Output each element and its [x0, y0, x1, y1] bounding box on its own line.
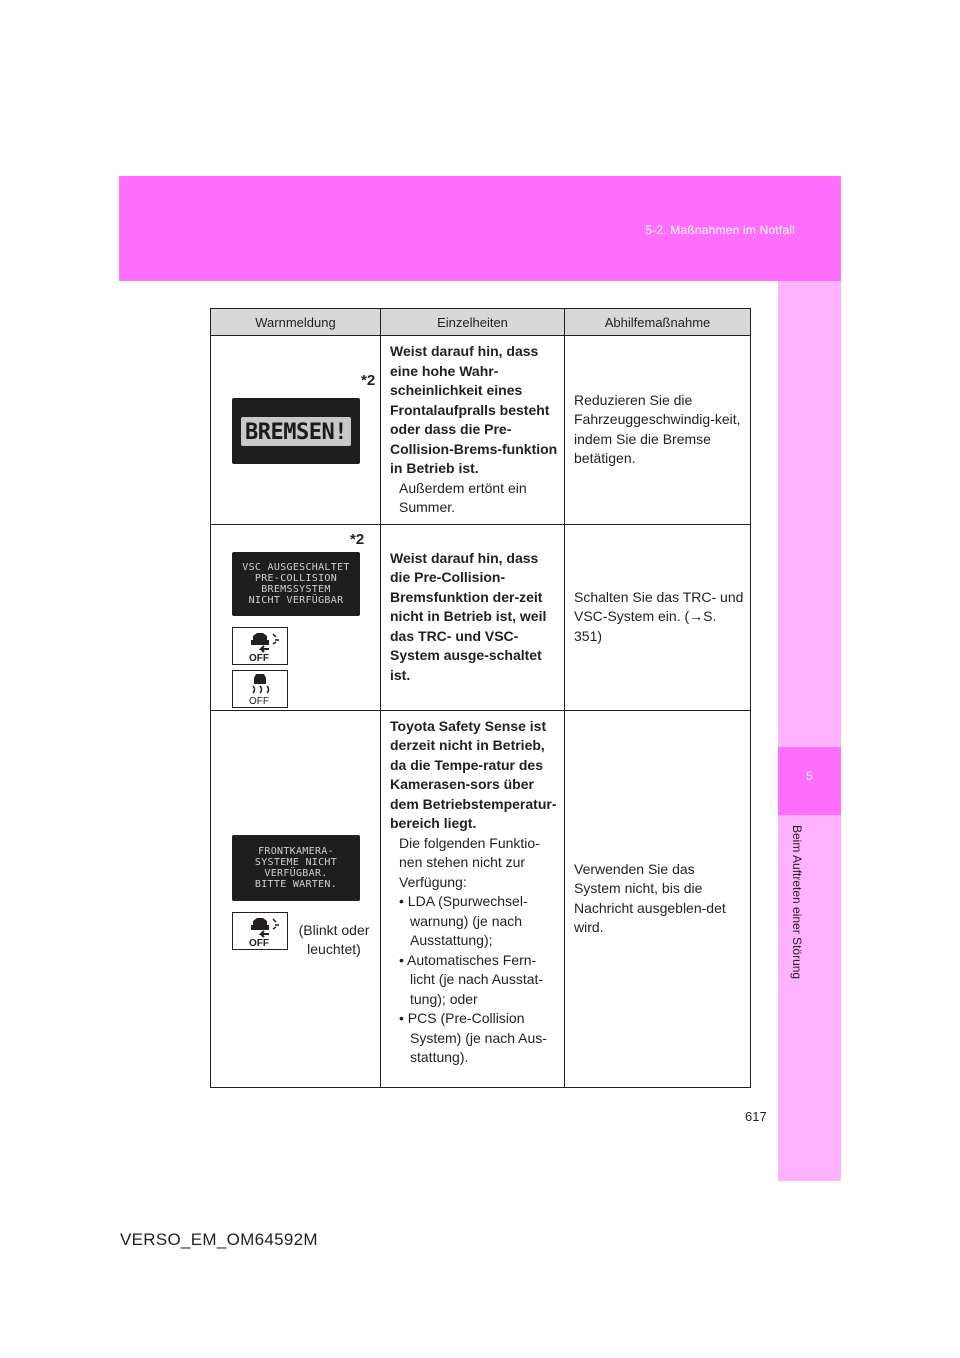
- details-bold-text: Toyota Safety Sense ist derzeit nicht in Betrieb, da die Tempe-ratur des Kamerasen-sors über dem Betriebstemperatur-bereich liegt.: [390, 717, 557, 831]
- side-tab-strip: [778, 281, 841, 1181]
- display-frontkamera-text: FRONTKAMERA- SYSTEME NICHT VERFÜGBAR. BITTE WARTEN.: [254, 845, 338, 890]
- warning-table: [210, 308, 751, 1088]
- table-row: [211, 710, 751, 1087]
- action-cell: [565, 336, 751, 525]
- header-einzelheiten: Einzelheiten: [381, 309, 565, 336]
- warning-image-cell: [211, 710, 381, 1087]
- action-text: Verwenden Sie das System nicht, bis die Nachricht ausgeblen-det wird.: [574, 860, 726, 935]
- details-extra-text: Außerdem ertönt ein Summer.: [399, 479, 527, 515]
- vsc-off-indicator: [232, 670, 288, 708]
- display-bremsen: [232, 398, 360, 464]
- pcs-off-indicator: [232, 627, 288, 665]
- display-frontkamera: [232, 835, 360, 901]
- header-warnmeldung: Warnmeldung: [211, 309, 381, 336]
- indicator-note: (Blinkt oder leuchtet): [298, 921, 370, 957]
- table-row: [211, 524, 751, 710]
- pcs-off-indicator: [232, 912, 288, 950]
- action-cell: [565, 710, 751, 1087]
- details-cell: [381, 710, 565, 1087]
- table-row: [211, 336, 751, 525]
- chapter-header-band: [119, 176, 841, 281]
- details-cell: [381, 336, 565, 525]
- vsc-off-icon: [233, 671, 287, 707]
- pcs-off-icon: [233, 913, 287, 949]
- details-bold-text: Weist darauf hin, dass eine hohe Wahr-scheinlichkeit eines Frontalaufpralls besteht oder dass die Pre-Collision-Brems-funktion in Betrieb ist.: [390, 343, 558, 476]
- action-text: Reduzieren Sie die Fahrzeuggeschwindig-keit, indem Sie die Bremse betätigen.: [574, 391, 741, 467]
- pcs-off-label: OFF: [249, 937, 269, 949]
- table-header-row: [211, 309, 751, 336]
- display-vsc-off: [232, 552, 360, 616]
- list-item: • LDA (Spurwechsel-warnung) (je nach Ausstattung);: [399, 893, 528, 948]
- pcs-off-label: OFF: [249, 652, 269, 664]
- display-bremsen-text: BREMSEN!: [241, 417, 351, 446]
- pcs-off-icon: [233, 628, 287, 664]
- list-item: • PCS (Pre-Collision System) (je nach Aus-stattung).: [399, 1010, 547, 1065]
- warning-image-cell: [211, 524, 381, 710]
- side-tab-number: 5: [806, 769, 813, 783]
- action-cell: [565, 524, 751, 710]
- footnote-marker: *2: [361, 372, 376, 389]
- warning-image-cell: [211, 336, 381, 525]
- footer-doc-id: VERSO_EM_OM64592M: [120, 1230, 318, 1249]
- display-vsc-off-text: VSC AUSGESCHALTET PRE-COLLISION BREMSSYSTEM NICHT VERFÜGBAR: [242, 561, 350, 606]
- details-cell: [381, 524, 565, 710]
- footnote-marker: *2: [350, 530, 365, 548]
- list-item: • Automatisches Fern-licht (je nach Ausstat-tung); oder: [399, 951, 544, 1007]
- header-abhilfe: Abhilfemaßnahme: [565, 309, 751, 336]
- details-bold-text: Weist darauf hin, dass die Pre-Collision-Bremsfunktion der-zeit nicht in Betrieb ist, weil das TRC- und VSC-System ausge-schaltet ist.: [390, 549, 547, 683]
- section-title: 5-2. Maßnahmen im Notfall: [645, 223, 795, 237]
- vsc-off-label: OFF: [249, 695, 269, 707]
- side-tab-chapter-box: [778, 747, 841, 815]
- action-text: Schalten Sie das TRC- und VSC-System ein. (→S. 351): [574, 588, 744, 644]
- side-tab-label: Beim Auftreten einer Störung: [790, 825, 804, 980]
- details-intro-text: Die folgenden Funktio-nen stehen nicht zur Verfügung:: [399, 834, 540, 890]
- page-number: 617: [745, 1109, 767, 1124]
